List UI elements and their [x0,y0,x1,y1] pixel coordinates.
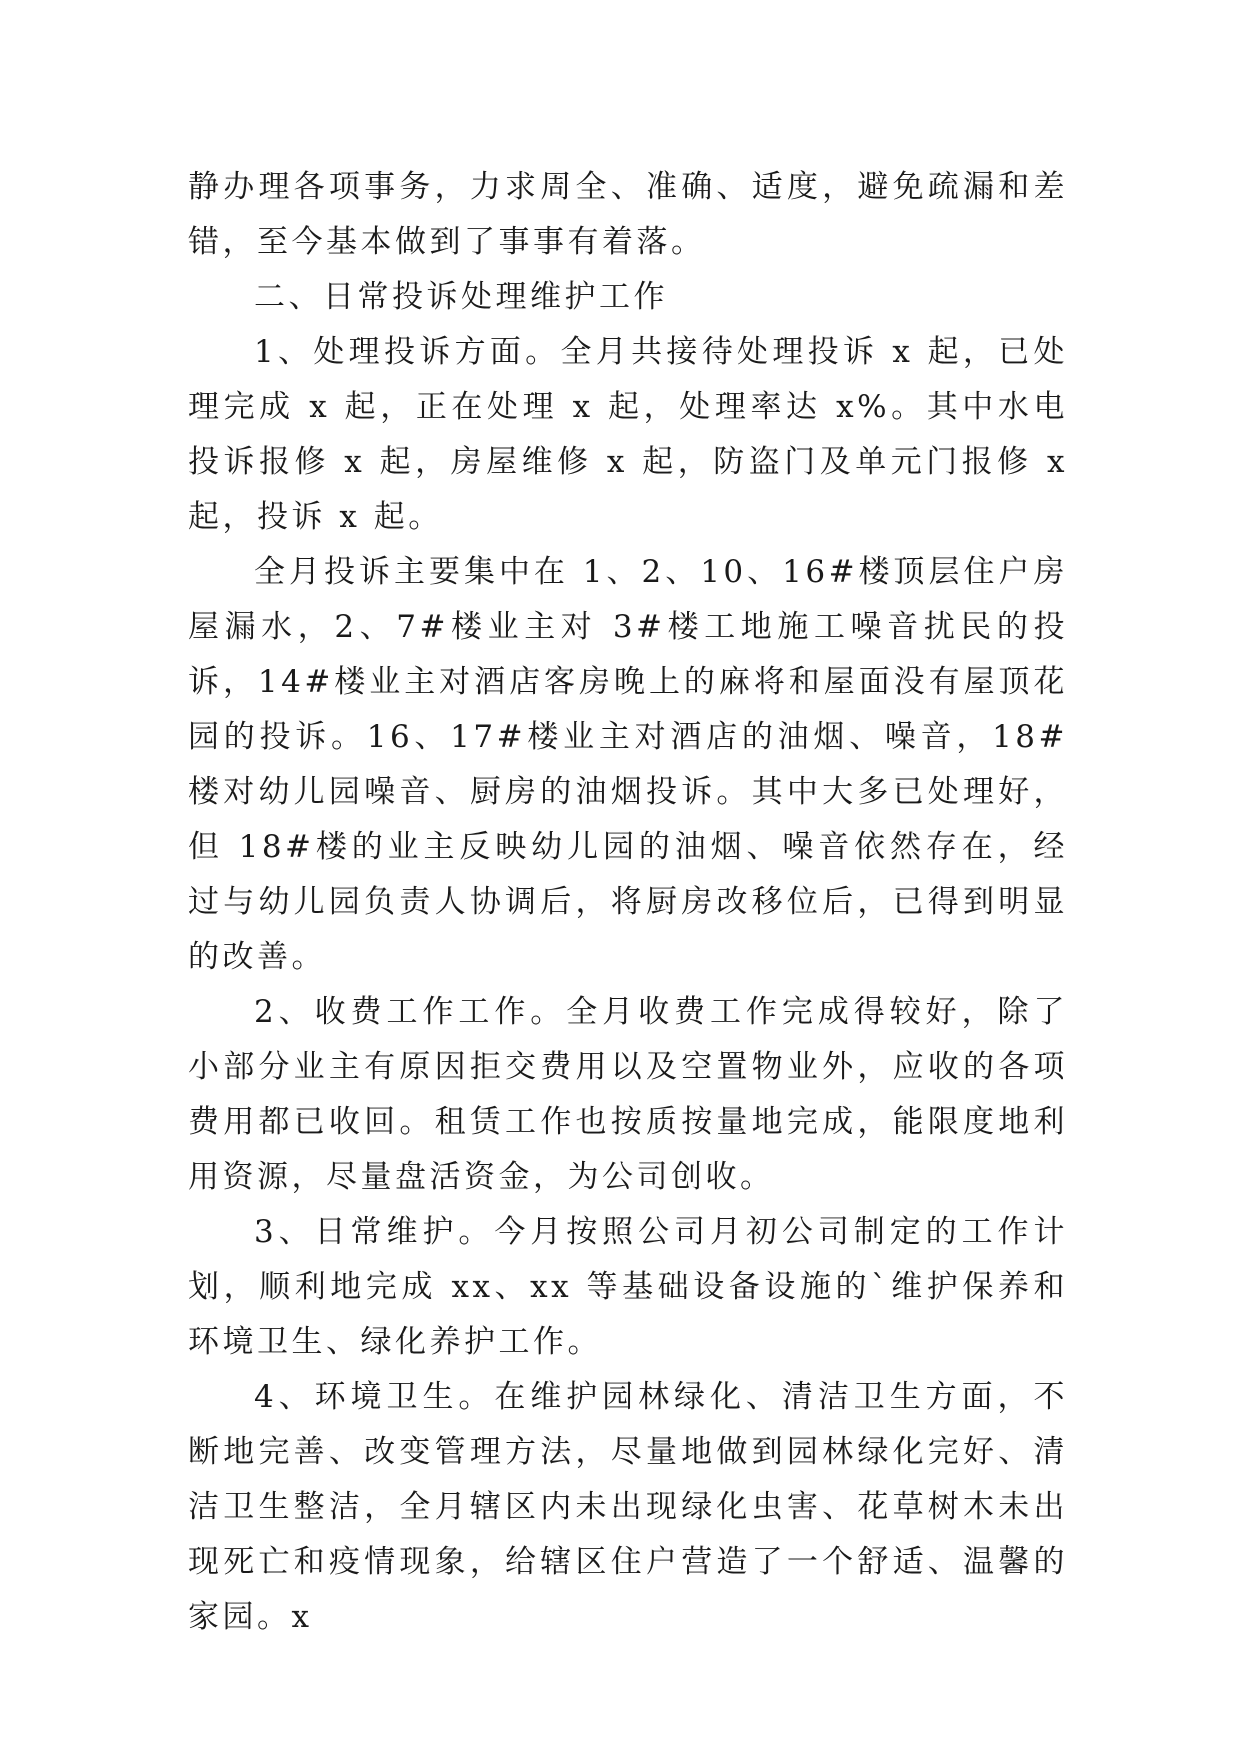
paragraph-environment: 4、环境卫生。在维护园林绿化、清洁卫生方面，不断地完善、改变管理方法，尽量地做到园林绿化完好、清洁卫生整洁，全月辖区内未出现绿化虫害、花草树木未出现死亡和疫情现象，给辖区住户营造了一个舒适、温馨的家园。x [188,1379,1068,1635]
paragraph-complaints: 1、处理投诉方面。全月共接待处理投诉 x 起，已处理完成 x 起，正在处理 x 起，处理率达 x%。其中水电投诉报修 x 起，房屋维修 x 起，防盗门及单元门报修 x 起，投诉 x 起。 [188,334,1068,535]
paragraph-maintenance: 3、日常维护。今月按照公司月初公司制定的工作计划，顺利地完成 xx、xx 等基础设备设施的`维护保养和环境卫生、绿化养护工作。 [188,1214,1068,1360]
paragraph-fees: 2、收费工作工作。全月收费工作完成得较好，除了小部分业主有原因拒交费用以及空置物业外，应收的各项费用都已收回。租赁工作也按质按量地完成，能限度地利用资源，尽量盘活资金，为公司创收。 [188,994,1068,1195]
document-body [188,160,1068,1645]
paragraph-continuation: 静办理各项事务，力求周全、准确、适度，避免疏漏和差错，至今基本做到了事事有着落。 [188,169,1068,260]
section-heading: 二、日常投诉处理维护工作 [254,279,668,315]
paragraph-complaint-details: 全月投诉主要集中在 1、2、10、16#楼顶层住户房屋漏水，2、7#楼业主对 3#楼工地施工噪音扰民的投诉，14#楼业主对酒店客房晚上的麻将和屋面没有屋顶花园的投诉。16、17#楼业主对酒店的油烟、噪音，18#楼对幼儿园噪音、厨房的油烟投诉。其中大多已处理好，但 18#楼的业主反映幼儿园的油烟、噪音依然存在，经过与幼儿园负责人协调后，将厨房改移位后，已得到明显的改善。 [188,554,1068,975]
